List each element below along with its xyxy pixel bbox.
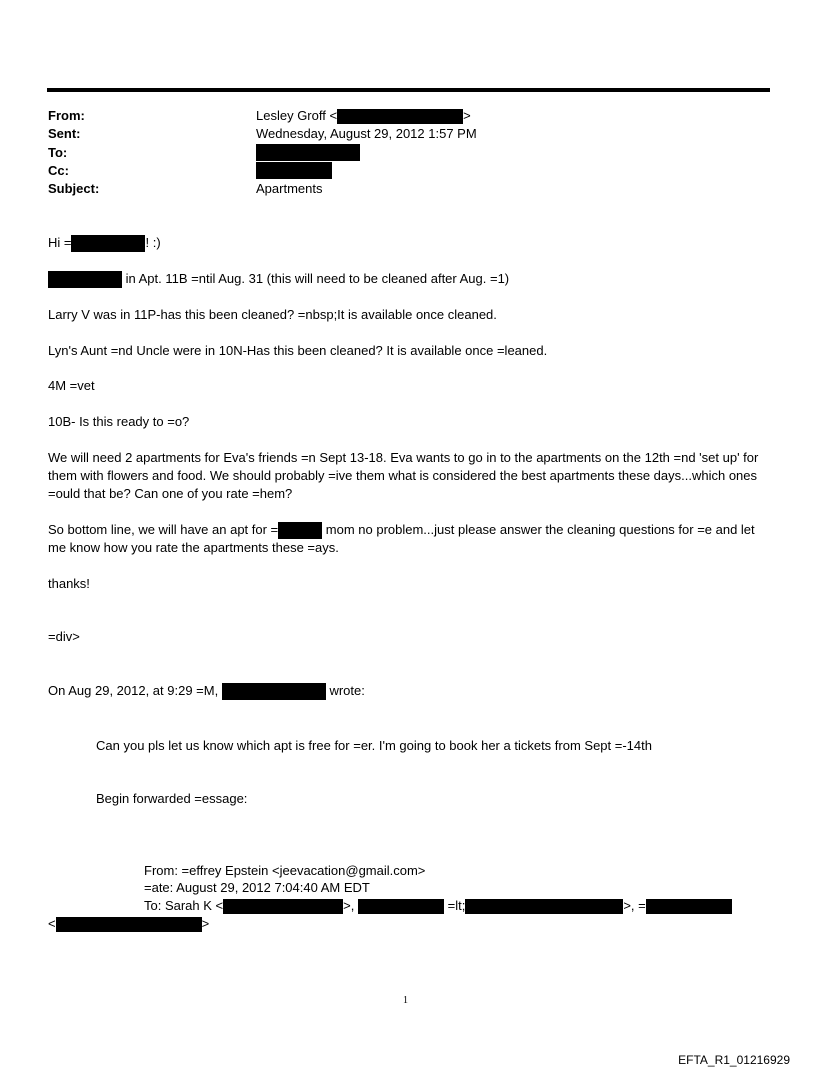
from-name: Lesley Groff < [256,108,338,123]
fwd-last-close: > [201,916,210,931]
redaction-block [358,899,444,914]
from-value [256,107,471,125]
greeting-start: Hi = [48,235,72,250]
quote-intro-start: On Aug 29, 2012, at 9:29 =M, [48,683,219,698]
apt11b-line [48,270,509,288]
redaction-block [223,899,343,914]
quote-intro-end: wrote: [329,683,365,698]
4m-line: 4M =vet [48,378,95,393]
redaction-block [465,899,623,914]
from-label: From: [48,108,85,123]
redaction-block [48,271,122,288]
forwarded-date: =ate: August 29, 2012 7:04:40 AM EDT [144,880,370,895]
greeting [48,234,161,252]
to-label: To: [48,145,68,160]
sent-label: Sent: [48,126,81,141]
bottom-line-paragraph [48,521,768,557]
lyn-line: Lyn's Aunt =nd Uncle were in 10N-Has this been cleaned? It is available once =leaned. [48,343,548,358]
header-rule [47,88,770,92]
redaction-block [71,235,145,252]
fwd-to-sep1: >, [343,898,355,913]
bates-number: EFTA_R1_01216929 [678,1053,790,1067]
10b-line: 10B- Is this ready to =o? [48,414,190,429]
bottom-line-start: So bottom line, we will have an apt for = [48,522,279,537]
cc-redaction [256,162,332,179]
larry-line: Larry V was in 11P-has this been cleaned? =nbsp;It is available once cleaned. [48,307,497,322]
eva-paragraph: We will need 2 apartments for Eva's friends =n Sept 13-18. Eva wants to go in to the apartments on the 12th =nd 'set up' for them with flowers and food. We should probably =ive them what is considered the best apartments these days...which ones =ould that be? Can one of you rate =hem? [48,450,759,501]
quote-intro [48,682,365,700]
redaction-block [278,522,322,539]
quote-line: Can you pls let us know which apt is free for =er. I'm going to book her a tickets from Sept =-14th [96,738,652,753]
redaction-block [337,109,463,124]
apt11b-text: in Apt. 11B =ntil Aug. 31 (this will need to be cleaned after Aug. =1) [125,271,510,286]
thanks-line: thanks! [48,576,90,591]
forwarded-from: From: =effrey Epstein <jeevacation@gmail.com> [144,863,426,878]
fwd-to-sep3: >, = [623,898,646,913]
div-tag-line: =div> [48,629,80,644]
forwarded-label: Begin forwarded =essage: [96,791,248,806]
forwarded-to [144,897,732,915]
page-number: 1 [403,995,408,1006]
subject-label: Subject: [48,181,100,196]
fwd-last-open: < [48,916,56,931]
redaction-block [222,683,326,700]
fwd-to-start: To: Sarah K < [144,898,224,913]
redaction-block [646,899,732,914]
fwd-to-sep2: =lt; [447,898,466,913]
cc-label: Cc: [48,163,69,178]
to-redaction [256,144,360,161]
redaction-block [56,917,202,932]
greeting-end: ! :) [145,235,161,250]
subject-value: Apartments [256,181,323,196]
forwarded-to-cont [48,915,209,933]
bottom-line-end: mom no problem...just please answer the cleaning questions for =e and let me know how you rate the apartments these =ays. [48,522,755,556]
from-close: > [463,108,471,123]
sent-value: Wednesday, August 29, 2012 1:57 PM [256,126,477,141]
